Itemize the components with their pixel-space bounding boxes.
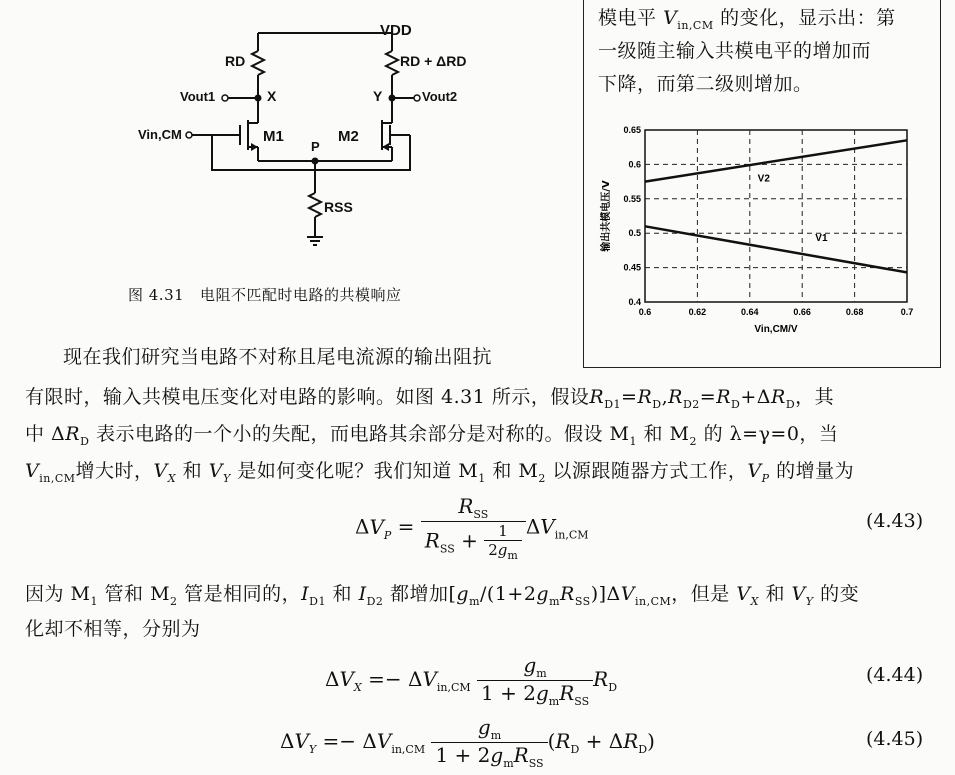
sidebox-line2: 一级随主输入共模电平的增加而 [598, 40, 872, 62]
sidebox-line3: 下降，而第二级则增加。 [598, 73, 813, 95]
x-tick-label: 0.6 [638, 307, 652, 317]
x-tick-label: 0.64 [741, 307, 759, 317]
vin-cm-label: Vin,CM [138, 127, 182, 142]
equation-4-43: $\Delta V_P$ = $R_{SS}$ $R_{SS}$ + $\frac{1}{2g_m}$ $\Delta V_{in,CM}$ [355, 494, 589, 562]
equation-4-45: $\Delta V_Y =- \Delta V_{in,CM}$ $\frac{g_m}{1 + 2g_mR_{SS}}$ $(R_D + \Delta R_D)$ [280, 715, 655, 770]
circuit-diagram [130, 15, 490, 255]
y-tick-label: 0.5 [628, 228, 641, 239]
x-tick-label: 0.7 [900, 307, 914, 317]
node-y-label: Y [373, 88, 383, 104]
y-tick-label: 0.65 [623, 125, 641, 135]
para1-line3: 中 $\Delta R_D$ 表示电路的一个小的失配，而电路其余部分是对称的。假设 $M_1$ 和 $M_2$ 的 λ=γ=0，当 [25, 423, 839, 448]
para1-line2: 有限时，输入共模电压变化对电路的影响。如图 4.31 所示，假设$R_{D1}=R_D,R_{D2}=R_D+\Delta R_D$，其 [25, 386, 835, 411]
x-axis-label: Vin,CM/V [754, 324, 798, 335]
vdd-label: VDD [380, 22, 412, 39]
rd-right-label: RD + ΔRD [400, 53, 467, 69]
common-mode-chart [595, 118, 930, 348]
equation-4-44: $\Delta V_X =- \Delta V_{in,CM}$ $\frac{g_m}{1 + 2g_mR_{SS}}$ $R_D$ [325, 653, 618, 708]
series-label-v2: V2 [757, 173, 770, 185]
para2-line1: 因为 $M_1$ 管和 $M_2$ 管是相同的，$I_{D1}$ 和 $I_{D2}$ 都增加$[g_m/(1+2g_mR_{SS})]\Delta V_{in,CM}$，但是 $V_X$ 和 $V_Y$ 的变 [25, 583, 860, 608]
rd-left-label: RD [225, 53, 246, 69]
y-tick-label: 0.4 [628, 297, 641, 307]
para2-line2: 化却不相等，分别为 [25, 618, 201, 640]
y-tick-label: 0.6 [628, 159, 641, 170]
eq-number-4-43: (4.43) [866, 510, 924, 532]
para1-line1: 现在我们研究当电路不对称且尾电流源的输出阻抗 [63, 346, 493, 368]
figure-caption-text: 电阻不匹配时电路的共模响应 [199, 286, 402, 304]
node-x-label: X [267, 88, 277, 104]
m2-label: M2 [338, 128, 359, 145]
series-label-v1: V1 [815, 232, 828, 244]
vout2-label: Vout2 [422, 89, 458, 104]
vout1-label: Vout1 [180, 89, 216, 104]
figure-number: 图 4.31 [128, 286, 185, 304]
x-tick-label: 0.66 [793, 307, 811, 317]
y-tick-label: 0.45 [623, 262, 641, 273]
series-line-v2 [645, 140, 907, 181]
eq-number-4-44: (4.44) [866, 664, 924, 686]
node-p-label: P [311, 139, 320, 154]
figure-caption [128, 284, 402, 305]
x-tick-label: 0.62 [688, 307, 707, 317]
plot-frame [645, 130, 907, 302]
sidebox-line1: 模电平 $V_{in,CM}$ 的变化，显示出：第 [598, 7, 896, 32]
y-tick-label: 0.55 [623, 193, 641, 204]
x-tick-label: 0.68 [845, 307, 864, 317]
m1-label: M1 [263, 128, 284, 145]
rss-label: RSS [324, 199, 353, 215]
para1-line4: $V_{in,CM}$增大时，$V_X$ 和 $V_Y$ 是如何变化呢？我们知道 $M_1$ 和 $M_2$ 以源跟随器方式工作，$V_P$ 的增量为 [25, 460, 855, 485]
eq-number-4-45: (4.45) [866, 728, 924, 750]
y-axis-label: 输出共模电压/V [601, 180, 612, 252]
